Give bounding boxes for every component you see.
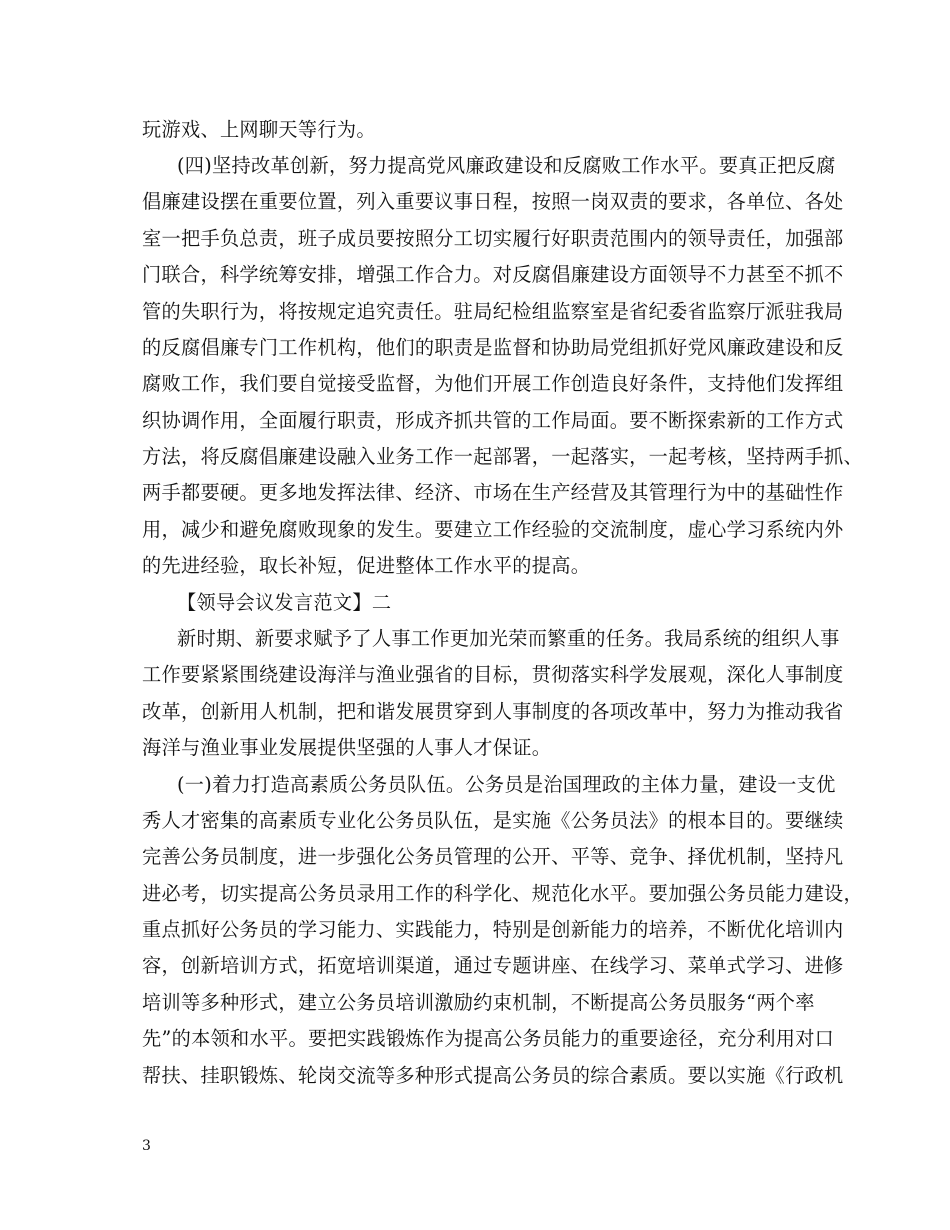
text-line: 改革，创新用人机制，把和谐发展贯穿到人事制度的各项改革中，努力为推动我省 bbox=[142, 700, 844, 723]
text-line: 完善公务员制度，进一步强化公务员管理的公开、平等、竞争、择优机制，坚持凡 bbox=[142, 845, 844, 868]
text-line: 新时期、新要求赋予了人事工作更加光荣而繁重的任务。我局系统的组织人事 bbox=[177, 627, 840, 650]
text-line: 室一把手负总责，班子成员要按照分工切实履行好职责范围内的领导责任，加强部 bbox=[142, 227, 844, 250]
text-line: (一)着力打造高素质公务员队伍。公务员是治国理政的主体力量，建设一支优 bbox=[177, 773, 836, 796]
text-line: 的先进经验，取长补短，促进整体工作水平的提高。 bbox=[142, 554, 591, 577]
text-line: 培训等多种形式，建立公务员培训激励约束机制，不断提高公务员服务“两个率 bbox=[142, 991, 815, 1014]
text-line: 秀人才密集的高素质专业化公务员队伍，是实施《公务员法》的根本目的。要继续 bbox=[142, 809, 844, 832]
text-line: 工作要紧紧围绕建设海洋与渔业强省的目标，贯彻落实科学发展观，深化人事制度 bbox=[142, 663, 844, 686]
text-line: 重点抓好公务员的学习能力、实践能力，特别是创新能力的培养，不断优化培训内 bbox=[142, 918, 844, 941]
text-line: 海洋与渔业事业发展提供坚强的人事人才保证。 bbox=[142, 736, 552, 759]
text-line: 织协调作用，全面履行职责，形成齐抓共管的工作局面。要不断探索新的工作方式 bbox=[142, 409, 844, 432]
text-line: 先”的本领和水平。要把实践锻炼作为提高公务员能力的重要途径，充分利用对口 bbox=[142, 1027, 835, 1050]
text-line: 两手都要硬。更多地发挥法律、经济、市场在生产经营及其管理行为中的基础性作 bbox=[142, 481, 844, 504]
text-line: 管的失职行为，将按规定追究责任。驻局纪检组监察室是省纪委省监察厅派驻我局 bbox=[142, 300, 844, 323]
text-line: 帮扶、挂职锻炼、轮岗交流等多种形式提高公务员的综合素质。要以实施《行政机 bbox=[142, 1064, 844, 1087]
text-line: 倡廉建设摆在重要位置，列入重要议事日程，按照一岗双责的要求，各单位、各处 bbox=[142, 190, 844, 213]
page-number: 3 bbox=[142, 1138, 151, 1154]
text-line: 用，减少和避免腐败现象的发生。要建立工作经验的交流制度，虚心学习系统内外 bbox=[142, 518, 844, 541]
text-line: 进必考，切实提高公务员录用工作的科学化、规范化水平。要加强公务员能力建设， bbox=[142, 882, 864, 905]
text-line: 门联合，科学统筹安排，增强工作合力。对反腐倡廉建设方面领导不力甚至不抓不 bbox=[142, 263, 844, 286]
text-line: 容，创新培训方式，拓宽培训渠道，通过专题讲座、在线学习、菜单式学习、进修 bbox=[142, 954, 844, 977]
text-line: 腐败工作，我们要自觉接受监督，为他们开展工作创造良好条件，支持他们发挥组 bbox=[142, 372, 844, 395]
text-line: 的反腐倡廉专门工作机构，他们的职责是监督和协助局党组抓好党风廉政建设和反 bbox=[142, 336, 844, 359]
section-heading: 【领导会议发言范文】二 bbox=[177, 591, 392, 614]
text-line: 玩游戏、上网聊天等行为。 bbox=[142, 118, 376, 141]
text-line: 方法，将反腐倡廉建设融入业务工作一起部署，一起落实，一起考核，坚持两手抓、 bbox=[142, 445, 864, 468]
text-line: (四)坚持改革创新，努力提高党风廉政建设和反腐败工作水平。要真正把反腐 bbox=[177, 154, 836, 177]
